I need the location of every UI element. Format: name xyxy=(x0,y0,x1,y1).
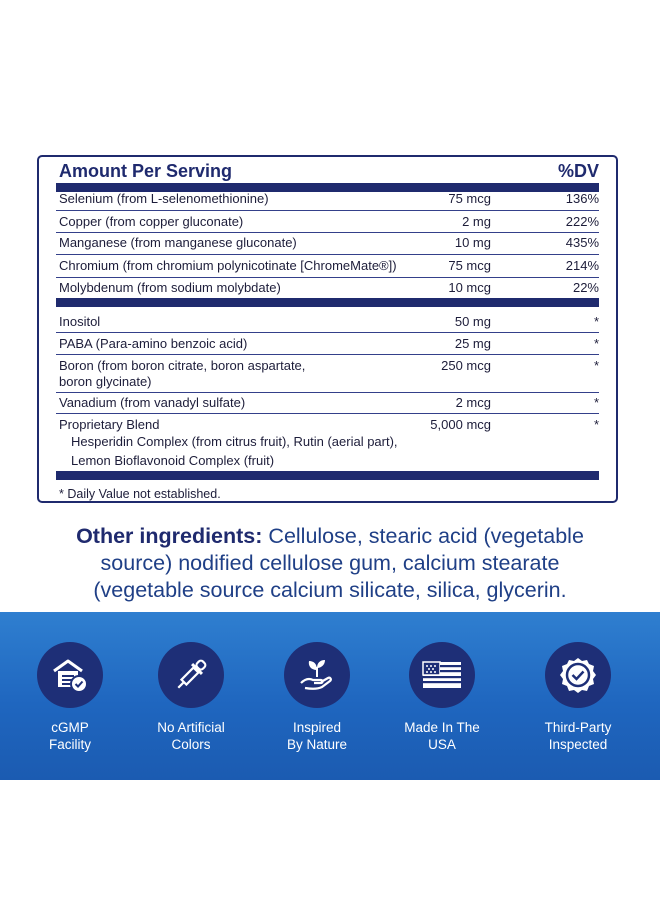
ingredient-name: Proprietary Blend xyxy=(59,417,160,432)
blend-components: Hesperidin Complex (from citrus fruit), Rutin (aerial part), xyxy=(71,434,398,449)
nutrient-dv: 222% xyxy=(565,214,599,229)
usa-flag-icon xyxy=(409,642,475,708)
badge-inspired-by-nature xyxy=(262,642,372,753)
ingredient-name: Inositol xyxy=(59,314,101,329)
ingredient-dv: * xyxy=(593,417,599,432)
row-divider xyxy=(56,277,599,278)
nutrient-dv: 136% xyxy=(565,191,599,206)
nutrient-amount: 75 mcg xyxy=(448,258,491,273)
amount-per-serving-header: Amount Per Serving xyxy=(59,161,233,181)
dv-header: %DV xyxy=(557,161,599,181)
ingredient-row xyxy=(59,417,599,469)
ingredient-name: Vanadium (from vanadyl sulfate) xyxy=(59,395,246,410)
blend-components-continued: Lemon Bioflavonoid Complex (fruit) xyxy=(71,453,275,468)
nutrient-dv: 435% xyxy=(565,235,599,250)
inspected-seal-icon xyxy=(545,642,611,708)
badge-no-artificial-colors xyxy=(136,642,246,753)
nutrient-dv: 22% xyxy=(572,280,599,295)
other-ingredients-text: source) nodified cellulose gum, calcium stearate xyxy=(100,551,560,575)
badge-label: cGMP Facility xyxy=(48,720,91,752)
daily-value-footnote: * Daily Value not established. xyxy=(59,487,221,501)
ingredient-dv: * xyxy=(593,358,599,373)
row-divider xyxy=(56,232,599,233)
footer-rule xyxy=(56,471,599,480)
nutrient-name: Chromium (from chromium polynicotinate [ChromeMate®]) xyxy=(59,258,397,273)
row-divider xyxy=(56,210,599,211)
other-ingredients xyxy=(0,523,660,604)
badge-label: Inspired By Nature xyxy=(286,720,348,752)
supplement-facts-panel xyxy=(37,155,618,503)
facility-check-icon xyxy=(37,642,103,708)
row-divider xyxy=(56,332,599,333)
row-divider xyxy=(56,354,599,355)
other-ingredients-text: Cellulose, stearic acid (vegetable xyxy=(262,524,584,548)
badge-label: Third-Party Inspected xyxy=(544,720,612,752)
ingredient-amount: 25 mg xyxy=(454,336,491,351)
row-divider xyxy=(56,392,599,393)
nutrient-name: Copper (from copper gluconate) xyxy=(59,214,244,229)
badge-cgmp xyxy=(15,642,125,753)
nutrient-amount: 10 mcg xyxy=(448,280,491,295)
ingredient-name-continued: boron glycinate) xyxy=(59,374,152,389)
quality-badges-band xyxy=(0,612,660,780)
ingredient-dv: * xyxy=(593,395,599,410)
ingredient-name: Boron (from boron citrate, boron aspartate, xyxy=(59,358,306,373)
nutrient-amount: 75 mcg xyxy=(448,191,491,206)
nutrient-name: Molybdenum (from sodium molybdate) xyxy=(59,280,281,295)
ingredient-amount: 250 mcg xyxy=(441,358,491,373)
nutrient-dv: 214% xyxy=(565,258,599,273)
ingredient-row xyxy=(59,358,599,392)
nutrient-name: Manganese (from manganese gluconate) xyxy=(59,235,297,250)
ingredient-amount: 50 mg xyxy=(454,314,491,329)
section-rule xyxy=(56,298,599,307)
leaf-hand-icon xyxy=(284,642,350,708)
ingredient-name: PABA (Para-amino benzoic acid) xyxy=(59,336,248,351)
ingredient-amount: 5,000 mcg xyxy=(430,417,491,432)
row-divider xyxy=(56,413,599,414)
ingredient-amount: 2 mcg xyxy=(455,395,491,410)
dropper-icon xyxy=(158,642,224,708)
ingredient-dv: * xyxy=(593,336,599,351)
nutrient-amount: 10 mg xyxy=(454,235,491,250)
row-divider xyxy=(56,254,599,255)
badge-third-party-inspected xyxy=(523,642,633,753)
nutrient-amount: 2 mg xyxy=(462,214,491,229)
badge-made-in-usa xyxy=(387,642,497,753)
badge-label: No Artificial Colors xyxy=(157,720,225,752)
other-ingredients-label: Other ingredients: xyxy=(76,524,263,548)
other-ingredients-text: (vegetable source calcium silicate, silica, glycerin. xyxy=(93,578,567,602)
nutrient-name: Selenium (from L-selenomethionine) xyxy=(59,191,269,206)
ingredient-dv: * xyxy=(593,314,599,329)
badge-label: Made In The USA xyxy=(404,720,480,752)
